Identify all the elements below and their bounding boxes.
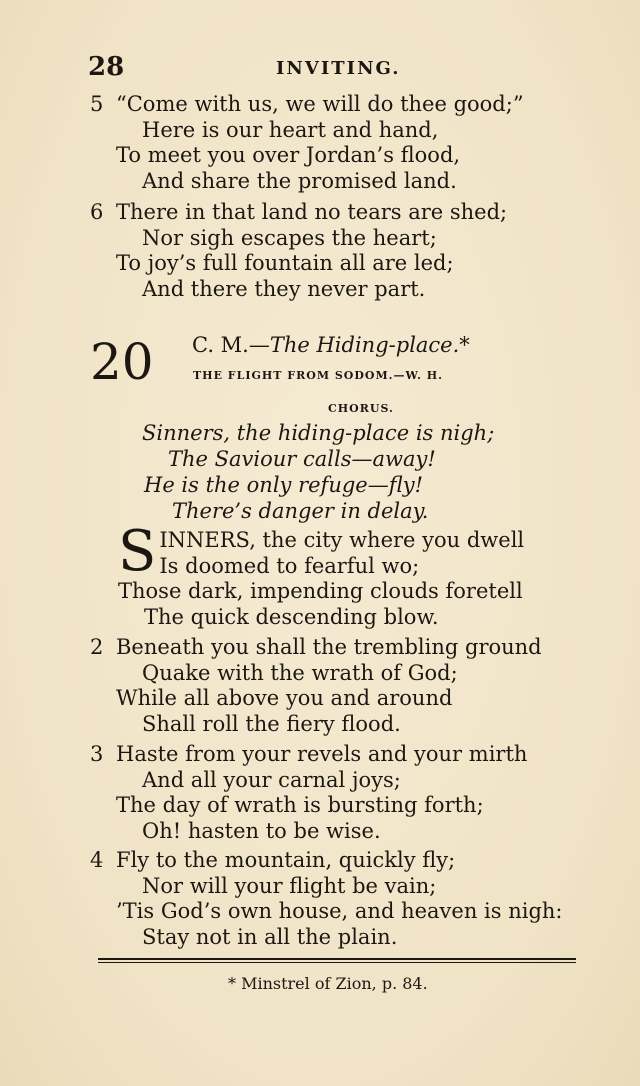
- drop-cap: S: [118, 519, 157, 584]
- chorus-label: CHORUS.: [328, 402, 394, 415]
- verse-line: Nor will your flight be vain;: [142, 873, 437, 898]
- verse-line: Beneath you shall the trembling ground: [116, 635, 542, 659]
- verse-line: Shall roll the fiery flood.: [142, 712, 401, 737]
- verse-line: Stay not in all the plain.: [142, 925, 398, 950]
- verse-line: Here is our heart and hand,: [142, 117, 439, 142]
- hymn-number: 20: [90, 333, 154, 391]
- footnote-rule: [98, 958, 576, 960]
- verse-line: And share the promised land.: [142, 169, 457, 194]
- stanza-3: [90, 742, 610, 845]
- page-header: [88, 52, 618, 84]
- verse-line: And all your carnal joys;: [142, 767, 401, 792]
- footnote: * Minstrel of Zion, p. 84.: [228, 974, 428, 993]
- verse-line: Those dark, impending clouds foretell: [118, 579, 523, 604]
- chorus-line: There’s danger in delay.: [172, 499, 429, 523]
- verse-line: “Come with us, we will do thee good;”: [116, 92, 524, 116]
- chorus-line: Sinners, the hiding-place is nigh;: [142, 421, 495, 445]
- chorus-line: The Saviour calls—away!: [168, 447, 436, 471]
- stanza-2: [90, 635, 610, 738]
- verse-line: Quake with the wrath of God;: [142, 660, 458, 685]
- stanza-number: 5: [90, 92, 104, 116]
- footnote-rule-thin: [98, 962, 576, 963]
- verse-line: And there they never part.: [142, 277, 426, 302]
- stanza-number: 2: [90, 635, 104, 659]
- verse-line: There in that land no tears are shed;: [116, 200, 508, 224]
- verse-line: To joy’s full fountain all are led;: [116, 251, 454, 276]
- stanza-number: 3: [90, 742, 104, 766]
- verse-line: ’Tis God’s own house, and heaven is nigh:: [116, 899, 563, 924]
- stanza-number: 6: [90, 200, 104, 224]
- stanza-4: [90, 848, 610, 951]
- verse-line: INNERS, the city where you dwell: [159, 528, 525, 552]
- verse-line: Is doomed to fearful wo;: [159, 553, 420, 578]
- verse-line: The day of wrath is bursting forth;: [116, 793, 484, 818]
- verse-line: The quick descending blow.: [144, 605, 439, 630]
- page-number: 28: [88, 52, 125, 82]
- hymn-title: The Hiding-place.*: [269, 333, 470, 357]
- chorus: [142, 420, 602, 524]
- hymn-subtitle: THE FLIGHT FROM SODOM.—W. H.: [193, 369, 443, 382]
- stanza-number: 4: [90, 848, 104, 872]
- verse-line: To meet you over Jordan’s flood,: [116, 143, 461, 168]
- hymn-meter-title: [192, 333, 470, 357]
- chorus-line: He is the only refuge—fly!: [144, 473, 424, 497]
- stanza-6: [90, 200, 610, 303]
- verse-line: Nor sigh escapes the heart;: [142, 225, 437, 250]
- running-head: INVITING.: [276, 58, 401, 79]
- stanza-5: [90, 92, 610, 195]
- verse-line: While all above you and around: [116, 686, 453, 711]
- verse-line: Haste from your revels and your mirth: [116, 742, 528, 766]
- verse-line: Oh! hasten to be wise.: [142, 819, 381, 844]
- verse-line: Fly to the mountain, quickly fly;: [116, 848, 456, 872]
- stanza-1: [118, 519, 618, 631]
- meter: C. M.—: [192, 333, 270, 357]
